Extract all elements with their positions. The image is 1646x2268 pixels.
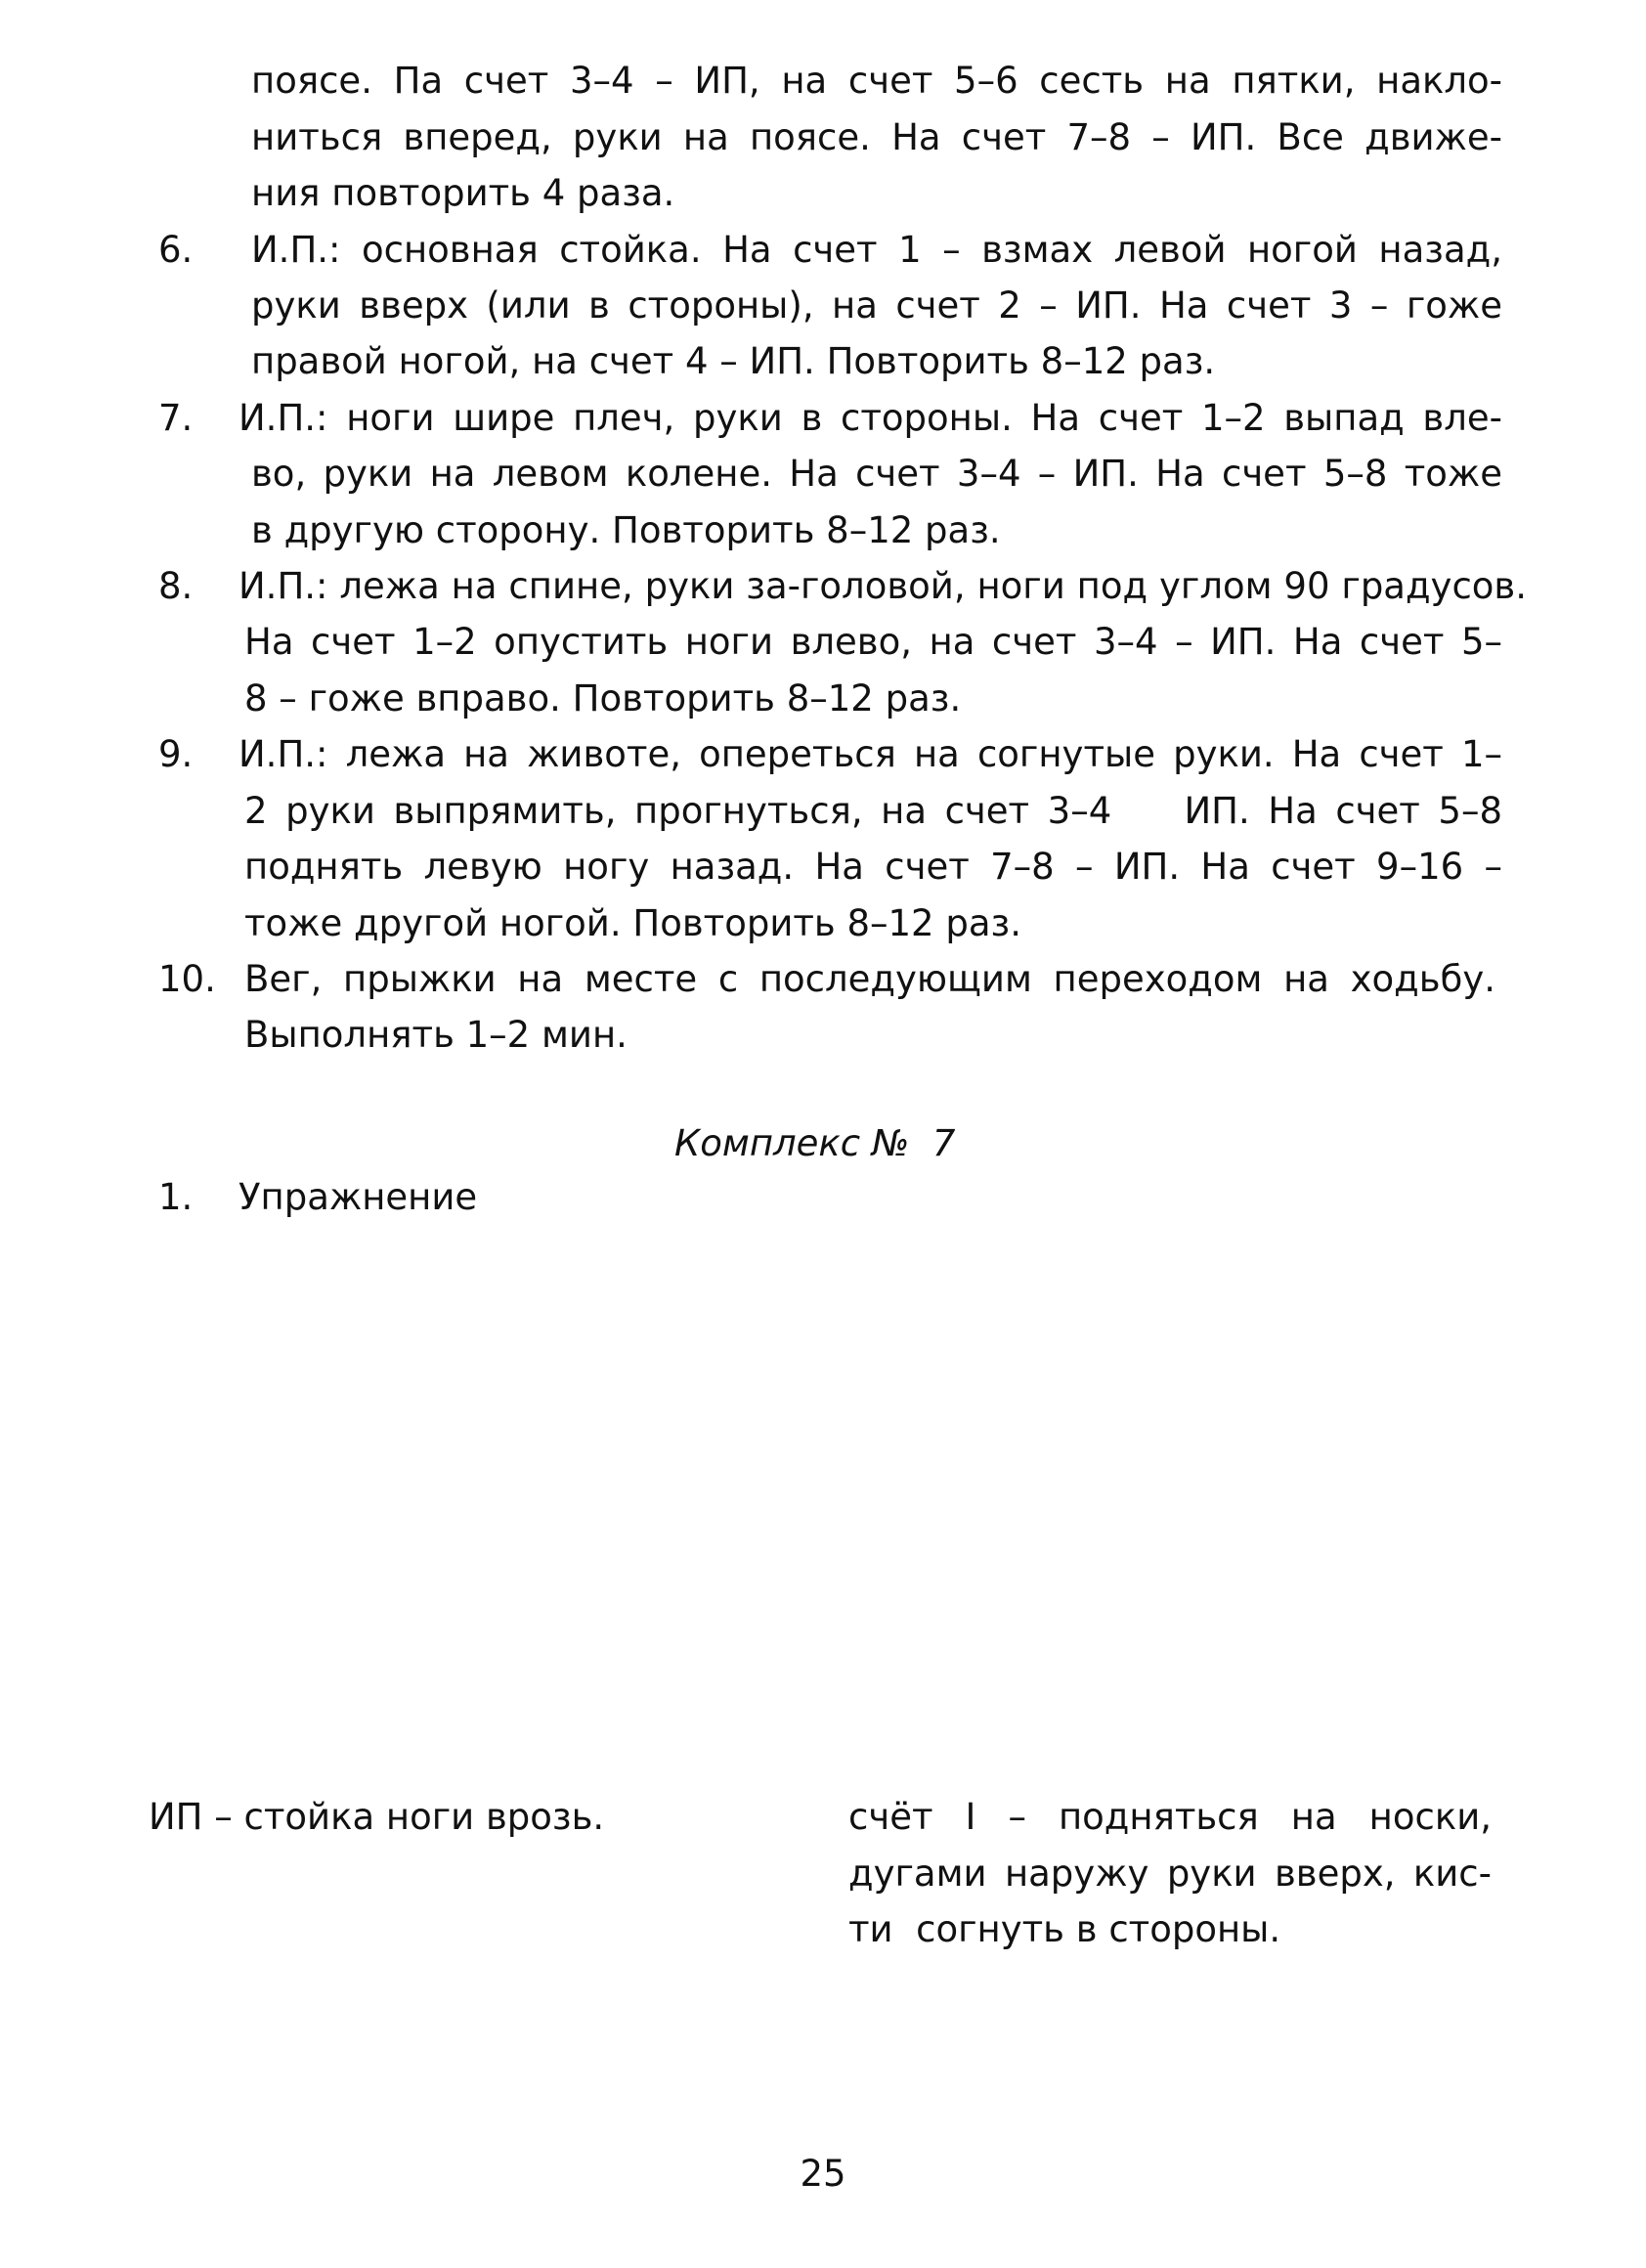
count-caption-line: счёт I – подняться на носки, xyxy=(848,1796,1492,1838)
item-number: 8. xyxy=(158,565,194,607)
item-line: правой ногой, на счет 4 – ИП. Повторить 8–12 раз. xyxy=(251,340,1216,382)
item-line: в другую сторону. Повторить 8–12 раз. xyxy=(251,509,1001,551)
item-number: 1. xyxy=(158,1176,194,1218)
item-number: 7. xyxy=(158,397,194,439)
item-line: 2 руки выпрямить, прогнуться, на счет 3–4 ИП. На счет 5–8 xyxy=(244,790,1502,832)
item-number: 9. xyxy=(158,733,194,775)
item-line: поднять левую ногу назад. На счет 7–8 – ИП. На счет 9–16 – xyxy=(244,846,1502,888)
intro-line: поясе. Па счет 3–4 – ИП, на счет 5–6 сесть на пятки, накло- xyxy=(251,60,1502,102)
item-line: 8 – гоже вправо. Повторить 8–12 раз. xyxy=(244,677,962,720)
item-line: И.П.: ноги шире плеч, руки в стороны. На счет 1–2 выпад вле- xyxy=(238,397,1502,439)
starting-position-caption: ИП – стойка ноги врозь. xyxy=(149,1796,605,1838)
count-caption-line: ти согнуть в стороны. xyxy=(848,1908,1281,1950)
item-line: во, руки на левом колене. На счет 3–4 – ИП. На счет 5–8 тоже xyxy=(251,453,1502,495)
item-number: 10. xyxy=(158,958,216,1000)
section-heading: Комплекс № 7 xyxy=(674,1122,956,1164)
item-line: тоже другой ногой. Повторить 8–12 раз. xyxy=(244,902,1021,944)
count-caption-line: дугами наружу руки вверх, кис- xyxy=(848,1853,1492,1895)
item-line: И.П.: основная стойка. На счет 1 – взмах левой ногой назад, xyxy=(251,229,1502,271)
illustration-area xyxy=(147,1242,1505,1750)
item-line: На счет 1–2 опустить ноги влево, на счет 3–4 – ИП. На счет 5– xyxy=(244,621,1502,663)
item-line: Выполнять 1–2 мин. xyxy=(244,1014,628,1056)
item-line: руки вверх (или в стороны), на счет 2 – ИП. На счет 3 – гоже xyxy=(251,284,1502,327)
intro-line: ния повторить 4 раза. xyxy=(251,172,675,214)
item-line: И.П.: лежа на спине, руки за-головой, ноги под углом 90 градусов. xyxy=(238,565,1527,607)
item-line: И.П.: лежа на животе, опереться на согнутые руки. На счет 1– xyxy=(238,733,1502,775)
item-number: 6. xyxy=(158,229,194,271)
exercise-label: Упражнение xyxy=(238,1176,478,1218)
item-line: Вег, прыжки на месте с последующим переходом на ходьбу. xyxy=(244,958,1495,1000)
intro-line: ниться вперед, руки на поясе. На счет 7–8 – ИП. Все движе- xyxy=(251,116,1502,158)
page-number: 25 xyxy=(800,2153,846,2195)
